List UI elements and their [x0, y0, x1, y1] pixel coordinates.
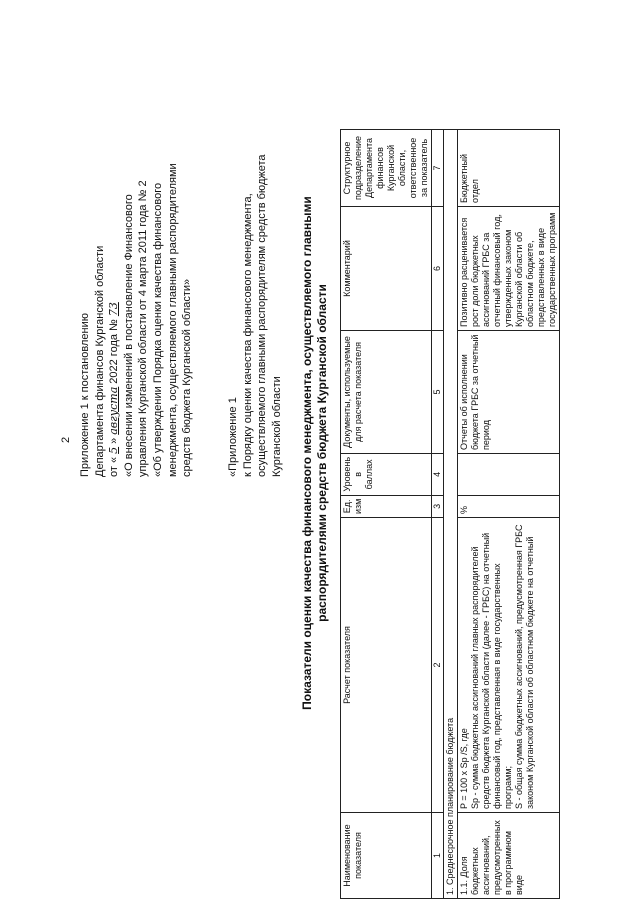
indicator-comment: Позитивно расценивается рост доли бюджетных ассигнований ГРБС за отчетный финансовый год, утвержденных законом Курганской области об областном бюджете, представленных в виде государственных программ: [458, 206, 560, 330]
appendix-block: [78, 7, 195, 477]
appendix-2-line: «Приложение 1: [227, 397, 239, 477]
appendix-line: управления Курганской области от 4 марта 2011 года № 2: [137, 180, 150, 477]
indicators-table: [340, 129, 560, 899]
table-row: [458, 129, 560, 898]
section-row: [444, 129, 458, 898]
indicator-docs: Отчеты об исполнении бюджета ГРБС за отчетный период: [458, 330, 560, 453]
appendix-2-line: к Порядку оценки качества финансового менеджмента,: [241, 193, 254, 477]
page-number: 2: [60, 436, 72, 443]
appendix-line: Департамента финансов Курганской области: [93, 245, 106, 477]
header-calc: Расчет показателя: [341, 518, 432, 813]
appendix-2-block: [226, 17, 284, 477]
section-title: 1. Среднесрочное планирование бюджета: [444, 129, 458, 898]
column-number-row: 1 2 3 4 5 6 7: [432, 129, 444, 898]
indicator-name: 1.1. Доля бюджетных ассигнований, предусмотренных в программном виде: [458, 813, 560, 899]
appendix-line: «Об утверждении Порядка оценки качества финансового: [151, 182, 164, 477]
indicator-score: [458, 453, 560, 495]
indicator-calc: P = 100 x Sp /S, где Sp - сумма бюджетных ассигнований главных распорядителей средств бюджета Курганской области (далее - ГРБС) на отчетный финансовый год, представленная в виде государственных программ; S - общая сумма бюджетных ассигнований, предусмотренная ГРБС законом Курганской области об областном бюджете на отчетный: [458, 518, 560, 813]
handwritten-number: 73: [107, 302, 121, 317]
appendix-date-line: от «5»августа2022 года №73: [107, 7, 122, 477]
indicator-dept: Бюджетный отдел: [458, 129, 560, 206]
indicator-unit: %: [458, 495, 560, 517]
table-header-row: [341, 129, 432, 898]
header-dept: Структурное подразделение Департамента финансов Курганской области, ответственное за показатель: [341, 129, 432, 206]
appendix-line: Приложение 1 к постановлению: [79, 312, 91, 477]
appendix-2-line: Курганской области: [270, 376, 283, 477]
document-title: Показатели оценки качества финансового менеджмента, осуществляемого главными распорядителями средств бюджета Курганской области: [300, 196, 329, 710]
appendix-line: средств бюджета Курганской области»: [181, 278, 194, 477]
handwritten-day: 5: [107, 446, 121, 454]
appendix-line: «О внесении изменений в постановление Финансового: [122, 194, 135, 477]
header-name: Наименование показателя: [341, 813, 432, 899]
appendix-line: менеджмента, осуществляемого главными распорядителями: [166, 163, 179, 477]
header-score: Уровень в баллах: [341, 453, 432, 495]
appendix-2-line: осуществляемого главными распорядителям средств бюджета: [256, 154, 269, 477]
header-unit: Ед. изм: [341, 495, 432, 517]
header-docs: Документы, используемые для расчета показателя: [341, 330, 432, 453]
handwritten-month: августа: [107, 386, 121, 435]
header-comment: Комментарий: [341, 206, 432, 330]
